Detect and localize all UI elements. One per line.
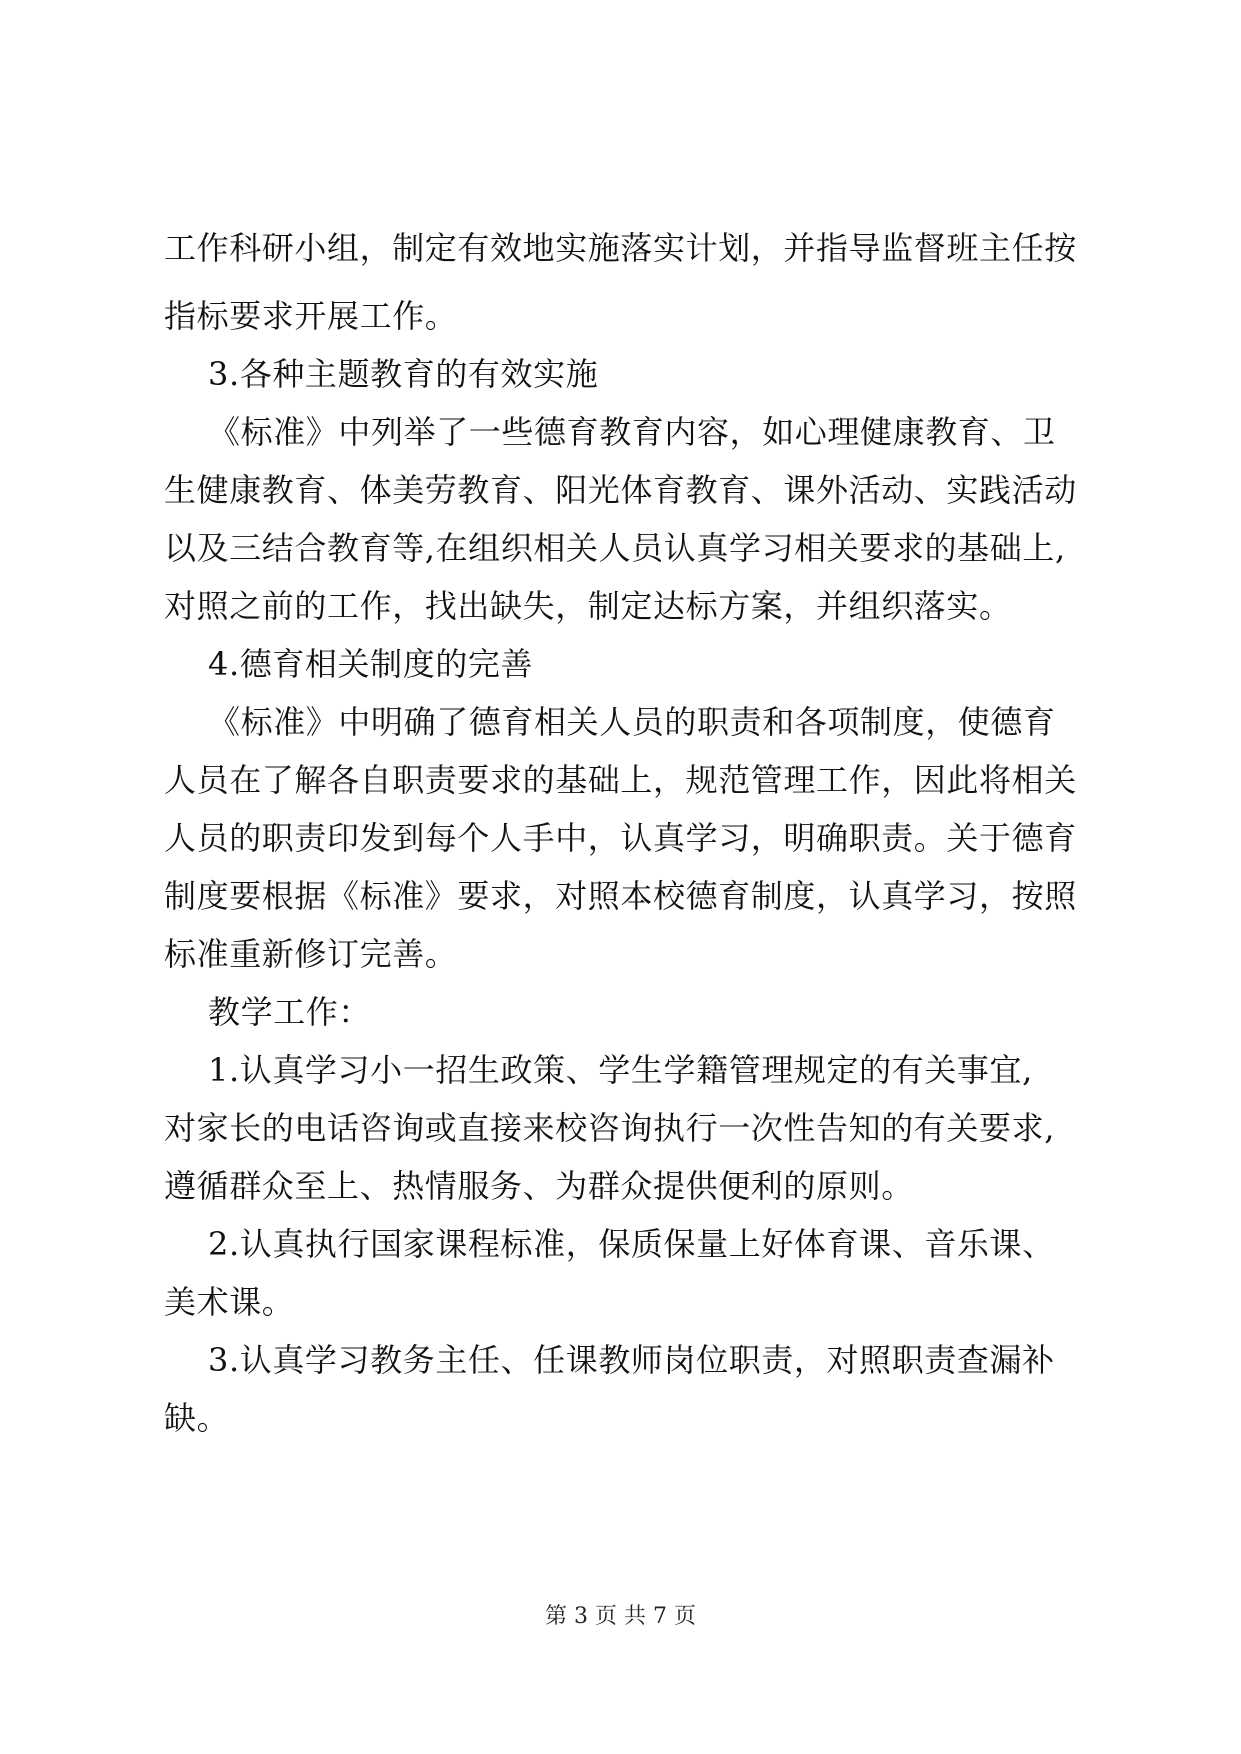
text-line: 遵循群众至上、热情服务、为群众提供便利的原则。 — [164, 1167, 914, 1205]
text-line: 指标要求开展工作。 — [164, 297, 458, 335]
section-heading: 教学工作： — [208, 993, 372, 1031]
text-line: 人员在了解各自职责要求的基础上，规范管理工作，因此将相关 — [164, 761, 1077, 799]
text-line: 《标准》中列举了一些德育教育内容，如心理健康教育、卫 — [208, 413, 1056, 451]
text-line: 以及三结合教育等,在组织相关人员认真学习相关要求的基础上, — [164, 529, 1066, 567]
text-line: 对家长的电话咨询或直接来校咨询执行一次性告知的有关要求, — [164, 1109, 1055, 1147]
text-line: 人员的职责印发到每个人手中，认真学习，明确职责。关于德育 — [164, 819, 1077, 857]
section-heading: 4.德育相关制度的完善 — [208, 645, 534, 683]
text-line: 制度要根据《标准》要求，对照本校德育制度，认真学习，按照 — [164, 877, 1077, 915]
text-line: 2.认真执行国家课程标准，保质保量上好体育课、音乐课、 — [208, 1225, 1055, 1263]
text-line: 缺。 — [164, 1399, 230, 1437]
text-line: 美术课。 — [164, 1283, 295, 1321]
section-heading: 3.各种主题教育的有效实施 — [208, 355, 599, 393]
text-line: 生健康教育、体美劳教育、阳光体育教育、课外活动、实践活动 — [164, 471, 1077, 509]
text-line: 1.认真学习小一招生政策、学生学籍管理规定的有关事宜, — [208, 1051, 1033, 1089]
text-line: 标准重新修订完善。 — [164, 935, 458, 973]
text-line: 3.认真学习教务主任、任课教师岗位职责，对照职责查漏补 — [208, 1341, 1055, 1379]
text-line: 工作科研小组，制定有效地实施落实计划，并指导监督班主任按 — [164, 229, 1077, 267]
page-number-footer: 第 3 页 共 7 页 — [545, 1604, 696, 1629]
text-line: 《标准》中明确了德育相关人员的职责和各项制度，使德育 — [208, 703, 1056, 741]
text-line: 对照之前的工作，找出缺失，制定达标方案，并组织落实。 — [164, 587, 1012, 625]
